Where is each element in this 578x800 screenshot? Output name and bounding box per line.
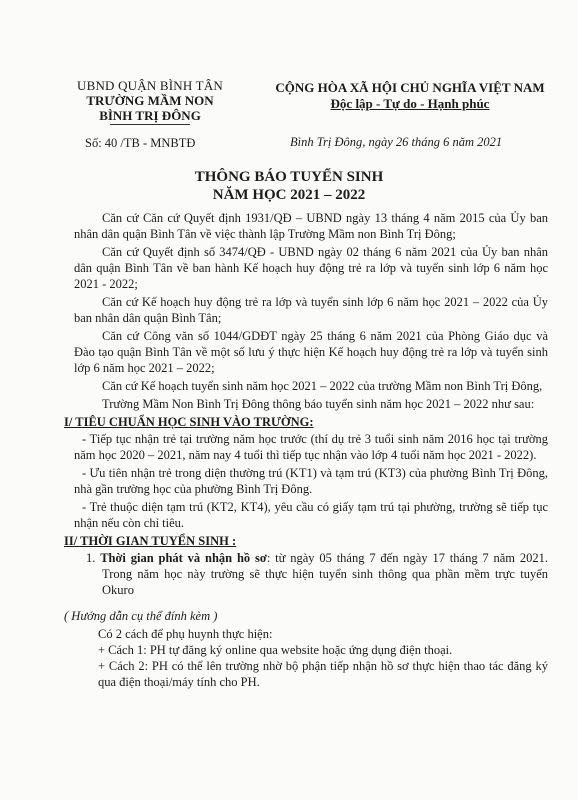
- title-line-2: NĂM HỌC 2021 – 2022: [212, 187, 366, 203]
- document-number: Số: 40 /TB - MNBTĐ: [85, 136, 196, 150]
- document-body: [64, 210, 548, 690]
- section-1-item: - Ưu tiên nhận trẻ trong diện thường trú (KT1) và tạm trú (KT3) của phường Bình Trị Đông, nhà gần trường học của phường Bình Trị Đông.: [74, 466, 548, 496]
- way-item: [74, 642, 548, 658]
- country-name: CỘNG HÒA XÃ HỘI CHỦ NGHĨA VIỆT NAM: [275, 80, 545, 95]
- national-motto: Độc lập - Tự do - Hạnh phúc: [330, 96, 490, 111]
- way-text: : PH tự đăng ký online qua website hoặc ứng dụng điện thoại.: [143, 643, 453, 657]
- title-line-1: THÔNG BÁO TUYỂN SINH: [194, 169, 384, 185]
- way-text: : PH có thể lên trường nhờ bộ phận tiếp nhận hồ sơ thực hiện thao tác đăng ký qua điện thoại/máy tính cho PH.: [98, 659, 548, 689]
- ways-intro: Có 2 cách để phụ huynh thực hiện:: [98, 627, 273, 641]
- section-2-item: [74, 550, 548, 598]
- way-label: + Cách 1: [98, 643, 144, 657]
- preamble-paragraph: Căn cứ Kế hoạch tuyển sinh năm học 2021 – 2022 của trường Mầm non Bình Trị Đông,: [102, 379, 543, 393]
- document-date: Bình Trị Đông, ngày 26 tháng 6 năm 2021: [290, 135, 503, 149]
- agency-school-line1: TRƯỜNG MẦM NON: [86, 93, 214, 108]
- way-item: [74, 658, 548, 690]
- issuing-agency-header: [70, 78, 230, 125]
- preamble-paragraph: Căn cứ Quyết định số 3474/QĐ - UBND ngày 02 tháng 6 năm 2021 của Ủy ban nhân dân quận Bình Tân về ban hành Kế hoạch huy động trẻ ra lớp và tuyển sinh lớp 6 năm học 2021 - 2022;: [74, 245, 548, 291]
- document-title: [0, 168, 578, 204]
- item-number: 1.: [86, 551, 96, 565]
- preamble-paragraph: Căn cứ Kế hoạch huy động trẻ ra lớp và tuyển sinh lớp 6 năm học 2021 – 2022 của Ủy ban nhân dân quận Bình Tân;: [74, 295, 548, 325]
- header-divider: [110, 124, 190, 125]
- national-header: [245, 80, 575, 112]
- preamble-paragraph: Căn cứ Căn cứ Quyết định 1931/QĐ – UBND ngày 13 tháng 4 năm 2015 của Ủy ban nhân dân quận Bình Tân về việc thành lập Trường Mầm non Bình Trị Đông;: [74, 211, 548, 241]
- item-text: : từ ngày 05 tháng 7 đến ngày 17 tháng 7 năm 2021. Trong năm học này trường sẽ thực hiện tuyển sinh thông qua phần mềm trực tuyến Okuro: [102, 551, 548, 597]
- guide-note: ( Hướng dẫn cụ thể đính kèm ): [64, 609, 218, 623]
- agency-district: UBND QUẬN BÌNH TÂN: [77, 78, 223, 93]
- way-label: + Cách 2: [98, 659, 145, 673]
- section-1-heading: I/ TIÊU CHUẨN HỌC SINH VÀO TRƯỜNG:: [64, 415, 314, 429]
- section-1-item: - Trẻ thuộc diện tạm trú (KT2, KT4), yêu cầu có giấy tạm trú tại phường, trường sẽ tiếp tục nhận nếu còn chỉ tiêu.: [74, 500, 548, 530]
- item-label: Thời gian phát và nhận hồ sơ: [100, 551, 267, 565]
- agency-school-line2: BÌNH TRỊ ĐÔNG: [99, 108, 201, 123]
- preamble-paragraph: Trường Mầm Non Bình Trị Đông thông báo tuyển sinh năm học 2021 – 2022 như sau:: [102, 397, 535, 411]
- section-1-item: - Tiếp tục nhận trẻ tại trường năm học trước (thí dụ trẻ 3 tuổi sinh năm 2016 học tại trường năm học 2020 – 2021, năm nay 4 tuổi thì tiếp tục nhận vào lớp 4 tuổi năm học 2021 - 2022).: [74, 432, 548, 462]
- preamble-paragraph: Căn cứ Công văn số 1044/GDĐT ngày 25 tháng 6 năm 2021 của Phòng Giáo dục và Đào tạo quận Bình Tân về một số lưu ý thực hiện Kế hoạch huy động trẻ ra lớp và tuyển sinh lớp 6 năm học 2021 – 2022;: [74, 329, 548, 375]
- section-2-heading: II/ THỜI GIAN TUYỂN SINH :: [64, 534, 237, 548]
